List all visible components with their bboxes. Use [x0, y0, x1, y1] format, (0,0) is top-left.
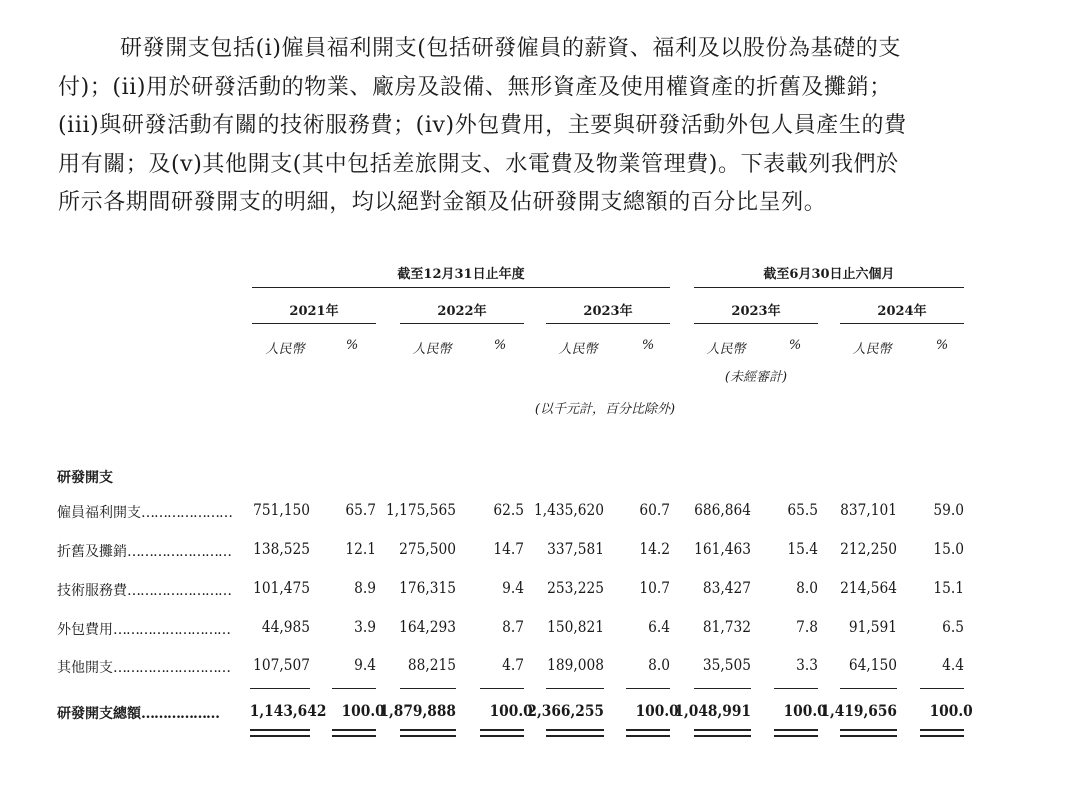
- amount-cell: 686,864: [694, 500, 751, 519]
- group-header-half-year: 截至6月30日止六個月: [763, 267, 895, 282]
- percent-cell: 6.4: [648, 617, 670, 636]
- percent-cell: 9.4: [502, 578, 524, 597]
- currency-label: 人民幣: [852, 342, 892, 357]
- currency-label: 人民幣: [558, 342, 598, 357]
- percent-cell: 15.4: [787, 539, 818, 558]
- amount-cell: 275,500: [399, 539, 456, 558]
- amount-cell: 81,732: [702, 617, 751, 636]
- year-header: 2021年: [289, 304, 339, 319]
- percent-cell: 65.5: [787, 500, 818, 519]
- percent-cell: 65.7: [345, 500, 376, 519]
- year-rule: [840, 323, 964, 324]
- year-rule: [400, 323, 524, 324]
- total-double-rule: [250, 729, 310, 737]
- amount-cell: 837,101: [840, 500, 897, 519]
- percent-cell: 10.7: [639, 578, 670, 597]
- paragraph-line: 所示各期間研發開支的明細，均以絕對金額及佔研發開支總額的百分比呈列。: [58, 190, 827, 215]
- total-double-rule: [626, 729, 670, 737]
- dot-leader: ……………………: [127, 583, 231, 599]
- percent-cell: 4.7: [502, 655, 524, 674]
- amount-cell: 91,591: [848, 617, 897, 636]
- percent-cell: 100.0: [341, 701, 385, 720]
- row-label-text: 外包費用: [57, 622, 113, 638]
- group-rule: [694, 287, 964, 288]
- subtotal-rule: [694, 688, 751, 689]
- amount-cell: 189,008: [547, 655, 604, 674]
- percent-cell: 8.7: [502, 617, 524, 636]
- subtotal-rule: [546, 688, 604, 689]
- unit-note: (以千元計，百分比除外): [534, 402, 676, 417]
- percent-cell: 100.0: [489, 701, 533, 720]
- row-label-text: 研發開支總額: [57, 706, 141, 722]
- amount-cell: 83,427: [702, 578, 751, 597]
- amount-cell: 214,564: [840, 578, 897, 597]
- total-row-label: [57, 703, 219, 723]
- percent-cell: 60.7: [639, 500, 670, 519]
- currency-label: 人民幣: [265, 342, 305, 357]
- percent-cell: 7.8: [796, 617, 818, 636]
- paragraph-line: (iii)與研發活動有關的技術服務費；(iv)外包費用，主要與研發活動外包人員產生的費: [58, 113, 907, 138]
- percent-cell: 100.0: [783, 701, 827, 720]
- amount-cell: 150,821: [547, 617, 604, 636]
- amount-cell: 176,315: [399, 578, 456, 597]
- amount-cell: 253,225: [547, 578, 604, 597]
- section-title: 研發開支: [57, 470, 113, 486]
- amount-cell: 337,581: [547, 539, 604, 558]
- total-double-rule: [400, 729, 456, 737]
- percent-cell: 4.4: [942, 655, 964, 674]
- total-double-rule: [332, 729, 376, 737]
- percent-label: %: [935, 338, 949, 353]
- percent-cell: 3.9: [354, 617, 376, 636]
- dot-leader: ………………………: [113, 622, 230, 638]
- amount-cell: 138,525: [253, 539, 310, 558]
- paragraph-line: 付)；(ii)用於研發活動的物業、廠房及設備、無形資產及使用權資產的折舊及攤銷；: [58, 74, 892, 100]
- percent-cell: 8.9: [354, 578, 376, 597]
- total-double-rule: [694, 729, 751, 737]
- row-label: [57, 657, 230, 677]
- row-label-text: 其他開支: [57, 660, 113, 676]
- dot-leader: ……………………: [127, 544, 231, 560]
- percent-label: %: [493, 338, 507, 353]
- amount-cell: 1,143,642: [249, 701, 327, 720]
- amount-cell: 101,475: [253, 578, 310, 597]
- subtotal-rule: [774, 688, 818, 689]
- percent-cell: 9.4: [354, 655, 376, 674]
- amount-cell: 164,293: [399, 617, 456, 636]
- subtotal-rule: [332, 688, 376, 689]
- row-label-text: 折舊及攤銷: [57, 544, 127, 560]
- group-header-annual: 截至12月31日止年度: [397, 267, 525, 282]
- amount-cell: 1,879,888: [379, 701, 456, 720]
- amount-cell: 1,419,656: [820, 701, 897, 720]
- subtotal-rule: [626, 688, 670, 689]
- subtotal-rule: [840, 688, 897, 689]
- year-header: 2022年: [437, 304, 487, 319]
- amount-cell: 64,150: [848, 655, 897, 674]
- year-rule: [252, 323, 376, 324]
- percent-cell: 14.2: [639, 539, 670, 558]
- amount-cell: 107,507: [253, 655, 310, 674]
- percent-label: %: [641, 338, 655, 353]
- percent-cell: 3.3: [796, 655, 818, 674]
- percent-cell: 15.1: [933, 578, 964, 597]
- percent-cell: 8.0: [648, 655, 670, 674]
- subtotal-rule: [920, 688, 964, 689]
- amount-cell: 1,048,991: [674, 701, 751, 720]
- amount-cell: 212,250: [840, 539, 897, 558]
- subtotal-rule: [400, 688, 456, 689]
- currency-label: 人民幣: [706, 342, 746, 357]
- row-label: [57, 580, 231, 600]
- percent-cell: 15.0: [933, 539, 964, 558]
- percent-cell: 8.0: [796, 578, 818, 597]
- subtotal-rule: [480, 688, 524, 689]
- row-label: [57, 619, 230, 639]
- total-double-rule: [840, 729, 897, 737]
- percent-cell: 12.1: [345, 539, 376, 558]
- paragraph-line: 研發開支包括(i)僱員福利開支(包括研發僱員的薪資、福利及以股份為基礎的支: [120, 36, 901, 61]
- total-double-rule: [920, 729, 964, 737]
- amount-cell: 88,215: [407, 655, 456, 674]
- unaudited-note: (未經審計): [724, 370, 788, 385]
- percent-label: %: [345, 338, 359, 353]
- amount-cell: 1,175,565: [385, 500, 456, 519]
- total-double-rule: [480, 729, 524, 737]
- amount-cell: 35,505: [702, 655, 751, 674]
- amount-cell: 44,985: [261, 617, 310, 636]
- row-label: [57, 541, 231, 561]
- year-header: 2023年: [583, 304, 633, 319]
- percent-cell: 59.0: [933, 500, 964, 519]
- amount-cell: 1,435,620: [533, 500, 604, 519]
- total-double-rule: [546, 729, 604, 737]
- subtotal-rule: [250, 688, 310, 689]
- row-label-text: 技術服務費: [57, 583, 127, 599]
- dot-leader: ………………………: [113, 660, 230, 676]
- percent-cell: 100.0: [635, 701, 679, 720]
- row-label: [57, 502, 232, 522]
- amount-cell: 2,366,255: [527, 701, 604, 720]
- dot-leader: …………………: [141, 505, 232, 521]
- amount-cell: 161,463: [694, 539, 751, 558]
- group-rule: [252, 287, 670, 288]
- percent-cell: 14.7: [493, 539, 524, 558]
- percent-cell: 100.0: [929, 701, 973, 720]
- percent-cell: 62.5: [493, 500, 524, 519]
- dot-leader: ………………: [141, 706, 219, 722]
- total-double-rule: [774, 729, 818, 737]
- year-header: 2023年: [731, 304, 781, 319]
- percent-label: %: [788, 338, 802, 353]
- amount-cell: 751,150: [253, 500, 310, 519]
- row-label-text: 僱員福利開支: [57, 505, 141, 521]
- paragraph-line: 用有關；及(v)其他開支(其中包括差旅開支、水電費及物業管理費)。下表載列我們於: [58, 151, 899, 177]
- year-rule: [546, 323, 670, 324]
- currency-label: 人民幣: [412, 342, 452, 357]
- percent-cell: 6.5: [942, 617, 964, 636]
- year-rule: [694, 323, 818, 324]
- year-header: 2024年: [877, 304, 927, 319]
